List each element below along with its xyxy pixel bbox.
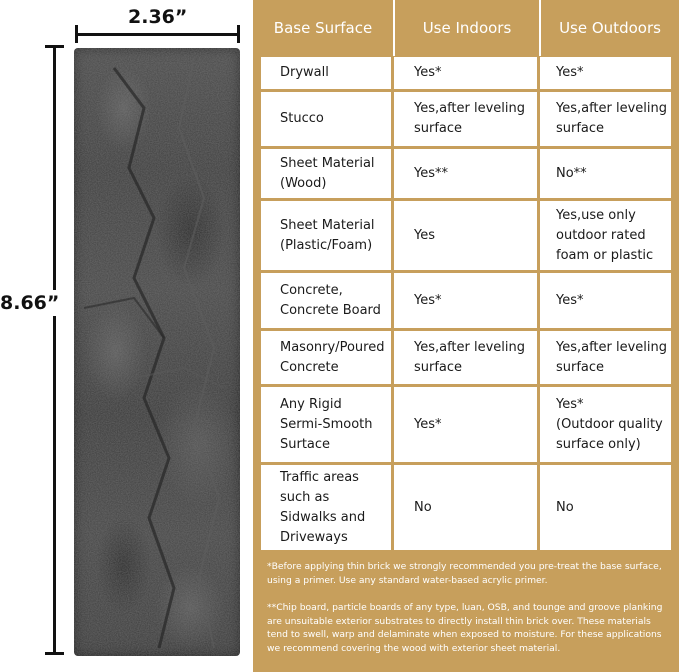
footnote-wood-substrates: **Chip board, particle boards of any type, luan, OSB, and tounge and groove planking are unsuitable exterior substrates to directly install thin brick over. These materials tend to swell, warp and delaminate when exposed to moisture. For these applications we recommend covering the wood with exterior sheet material.: [267, 602, 663, 654]
cell-indoors: Yes,after leveling surface: [394, 331, 537, 384]
cell-outdoors: Yes*: [540, 57, 671, 89]
footnotes: [267, 560, 673, 655]
cell-indoors: Yes**: [394, 149, 537, 198]
surface-table-panel: [253, 0, 679, 672]
height-dimension-tick-bottom: [45, 652, 64, 655]
cell-outdoors: Yes* (Outdoor quality surface only): [540, 387, 671, 462]
cell-surface: Masonry/Poured Concrete: [261, 331, 391, 384]
height-label: 8.66”: [0, 292, 60, 314]
height-dimension-line: [53, 46, 56, 653]
cell-surface: Concrete, Concrete Board: [261, 273, 391, 328]
cell-outdoors: Yes,after leveling surface: [540, 92, 671, 146]
cell-indoors: Yes*: [394, 273, 537, 328]
cell-surface: Any Rigid Sermi-Smooth Surtace: [261, 387, 391, 462]
cell-indoors: No: [394, 465, 537, 550]
header-use-indoors: Use Indoors: [422, 19, 512, 37]
table-row: [261, 92, 671, 146]
height-dimension-tick-top: [45, 45, 64, 48]
cell-indoors: Yes,after leveling surface: [394, 92, 537, 146]
cell-outdoors: Yes,after leveling surface: [540, 331, 671, 384]
cell-indoors: Yes*: [394, 57, 537, 89]
cell-surface: Sheet Material (Plastic/Foam): [261, 201, 391, 270]
width-label: 2.36”: [128, 6, 188, 28]
width-dimension-tick-left: [75, 25, 78, 43]
header-use-outdoors: Use Outdoors: [559, 19, 661, 37]
table-row: [261, 149, 671, 198]
cell-surface: Drywall: [261, 57, 391, 89]
footnote-primer: *Before applying thin brick we strongly recommended you pre-treat the base surface, using a primer. Use any standard water-based acrylic primer.: [267, 561, 662, 586]
brick-image: [74, 48, 240, 656]
width-dimension-tick-right: [237, 25, 240, 43]
cell-outdoors: No: [540, 465, 671, 550]
table-row: [261, 387, 671, 462]
brick-texture: [74, 48, 240, 656]
cell-outdoors: Yes*: [540, 273, 671, 328]
table-row: [261, 273, 671, 328]
width-dimension-line: [76, 33, 239, 36]
cell-surface: Sheet Material (Wood): [261, 149, 391, 198]
table-row: [261, 465, 671, 550]
cell-surface: Stucco: [261, 92, 391, 146]
cell-outdoors: Yes,use only outdoor rated foam or plastic: [540, 201, 671, 270]
cell-outdoors: No**: [540, 149, 671, 198]
cell-indoors: Yes: [394, 201, 537, 270]
table-row: [261, 201, 671, 270]
table-row: [261, 57, 671, 89]
header-base-surface: Base Surface: [273, 19, 373, 37]
cell-surface: Traffic areas such as Sidwalks and Driveways: [261, 465, 391, 550]
cell-indoors: Yes*: [394, 387, 537, 462]
table-row: [261, 331, 671, 384]
table-header: [253, 0, 679, 56]
